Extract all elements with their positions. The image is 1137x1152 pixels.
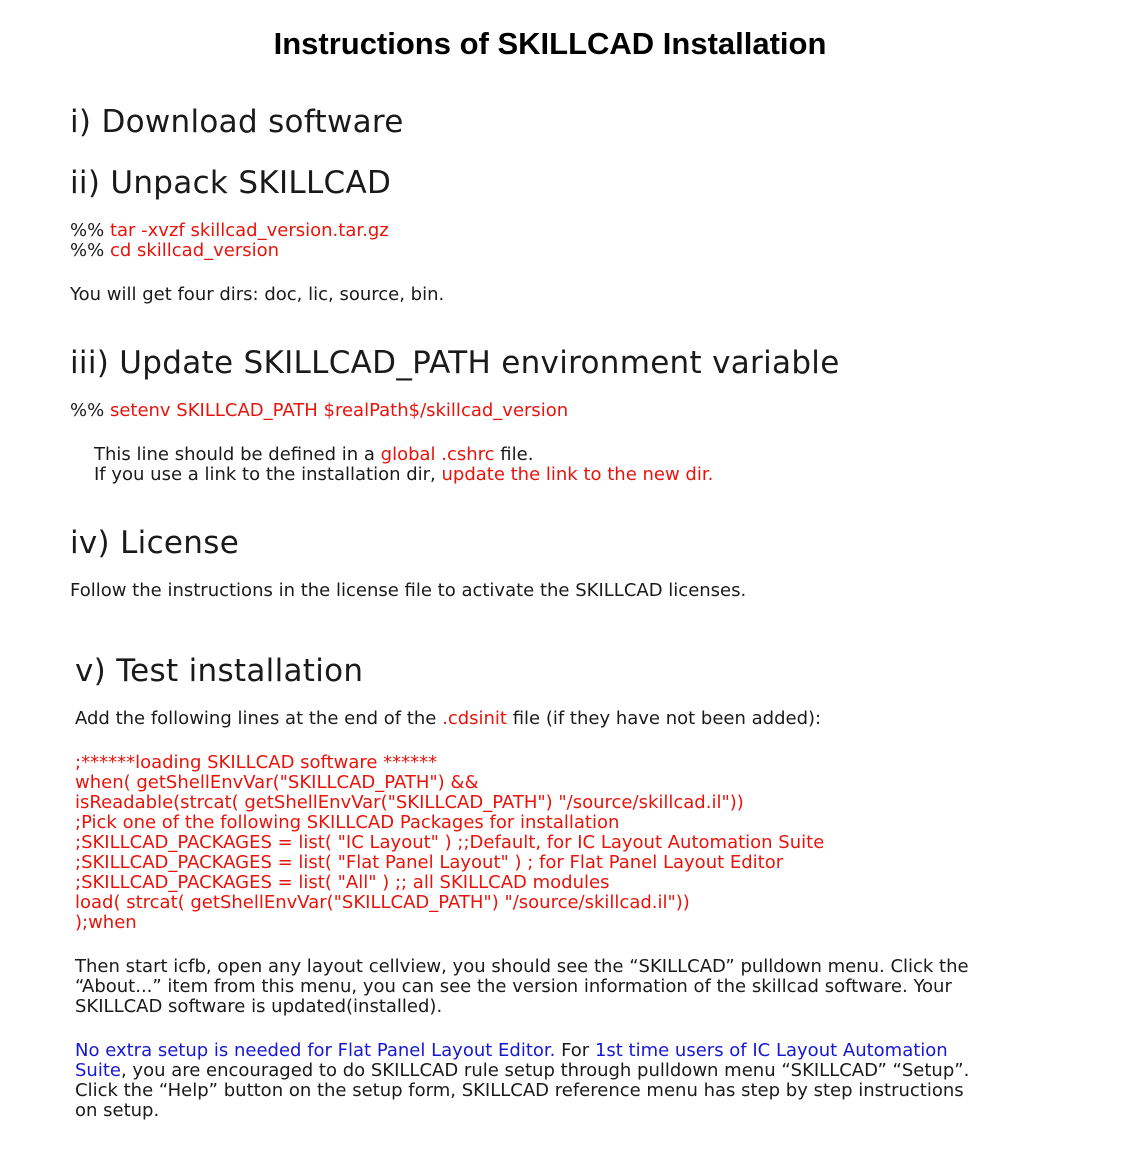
section-heading-update-path: iii) Update SKILLCAD_PATH environment variable: [70, 345, 840, 381]
code-line: load( strcat( getShellEnvVar("SKILLCAD_PATH") "/source/skillcad.il")): [75, 892, 690, 913]
command-text: setenv SKILLCAD_PATH $realPath$/skillcad_version: [109, 400, 569, 421]
cshrc-note: [94, 445, 533, 465]
unpack-note: You will get four dirs: doc, lic, source, bin.: [70, 284, 445, 305]
command-prompt: %%: [70, 400, 110, 421]
code-line: ;******loading SKILLCAD software ******: [75, 752, 438, 773]
cdsinit-intro-tail: file (if they have not been added):: [506, 708, 822, 729]
command-line-cd: [70, 241, 279, 261]
command-prompt: %%: [70, 240, 110, 261]
license-text: Follow the instructions in the license file to activate the SKILLCAD licenses.: [70, 580, 747, 601]
code-line: ;SKILLCAD_PACKAGES = list( "All" ) ;; all SKILLCAD modules: [75, 872, 610, 893]
setup-note-line: [75, 1061, 969, 1081]
setup-note-line: Click the “Help” button on the setup form, SKILLCAD reference menu has step by step instructions: [75, 1080, 964, 1101]
ic-layout-note: 1st time users of IC Layout Automation: [594, 1040, 948, 1061]
command-line-tar: [70, 221, 389, 241]
code-line: ;Pick one of the following SKILLCAD Packages for installation: [75, 812, 620, 833]
instructions-line: Then start icfb, open any layout cellview, you should see the “SKILLCAD” pulldown menu. Click the: [75, 956, 969, 977]
section-heading-license: iv) License: [70, 525, 240, 561]
ic-layout-note-cont: Suite: [75, 1060, 121, 1081]
link-note-text: If you use a link to the installation dir,: [94, 464, 442, 485]
instructions-line: “About...” item from this menu, you can see the version information of the skillcad software. Your: [75, 976, 952, 997]
code-line: ;SKILLCAD_PACKAGES = list( "Flat Panel Layout" ) ; for Flat Panel Layout Editor: [75, 852, 784, 873]
cdsinit-intro: [75, 709, 821, 729]
command-text: tar -xvzf skillcad_version.tar.gz: [109, 220, 389, 241]
code-line: isReadable(strcat( getShellEnvVar("SKILLCAD_PATH") "/source/skillcad.il")): [75, 792, 744, 813]
link-note: [94, 465, 713, 485]
command-line-setenv: [70, 401, 568, 421]
link-note-highlight: update the link to the new dir.: [441, 464, 714, 485]
section-heading-test: v) Test installation: [75, 653, 364, 689]
cshrc-note-text: This line should be defined in a: [94, 444, 381, 465]
cdsinit-intro-text: Add the following lines at the end of the: [75, 708, 443, 729]
setup-note-line: [75, 1041, 948, 1061]
code-line: when( getShellEnvVar("SKILLCAD_PATH") &&: [75, 772, 479, 793]
command-text: cd skillcad_version: [109, 240, 280, 261]
cshrc-note-tail: file.: [494, 444, 534, 465]
instructions-line: SKILLCAD software is updated(installed).: [75, 996, 443, 1017]
section-heading-unpack: ii) Unpack SKILLCAD: [70, 165, 392, 201]
setup-note-line: on setup.: [75, 1100, 160, 1121]
setup-note-text: For: [555, 1040, 595, 1061]
cdsinit-filename: .cdsinit: [442, 708, 507, 729]
code-line: ;SKILLCAD_PACKAGES = list( "IC Layout" ) ;;Default, for IC Layout Automation Suite: [75, 832, 825, 853]
code-line: );when: [75, 912, 137, 933]
setup-note-text: , you are encouraged to do SKILLCAD rule setup through pulldown menu “SKILLCAD” “Setup”.: [120, 1060, 970, 1081]
flat-panel-note: No extra setup is needed for Flat Panel Layout Editor.: [75, 1040, 556, 1061]
section-heading-download: i) Download software: [70, 104, 404, 140]
cshrc-note-highlight: global .cshrc: [380, 444, 495, 465]
command-prompt: %%: [70, 220, 110, 241]
page-title: Instructions of SKILLCAD Installation: [273, 26, 827, 61]
